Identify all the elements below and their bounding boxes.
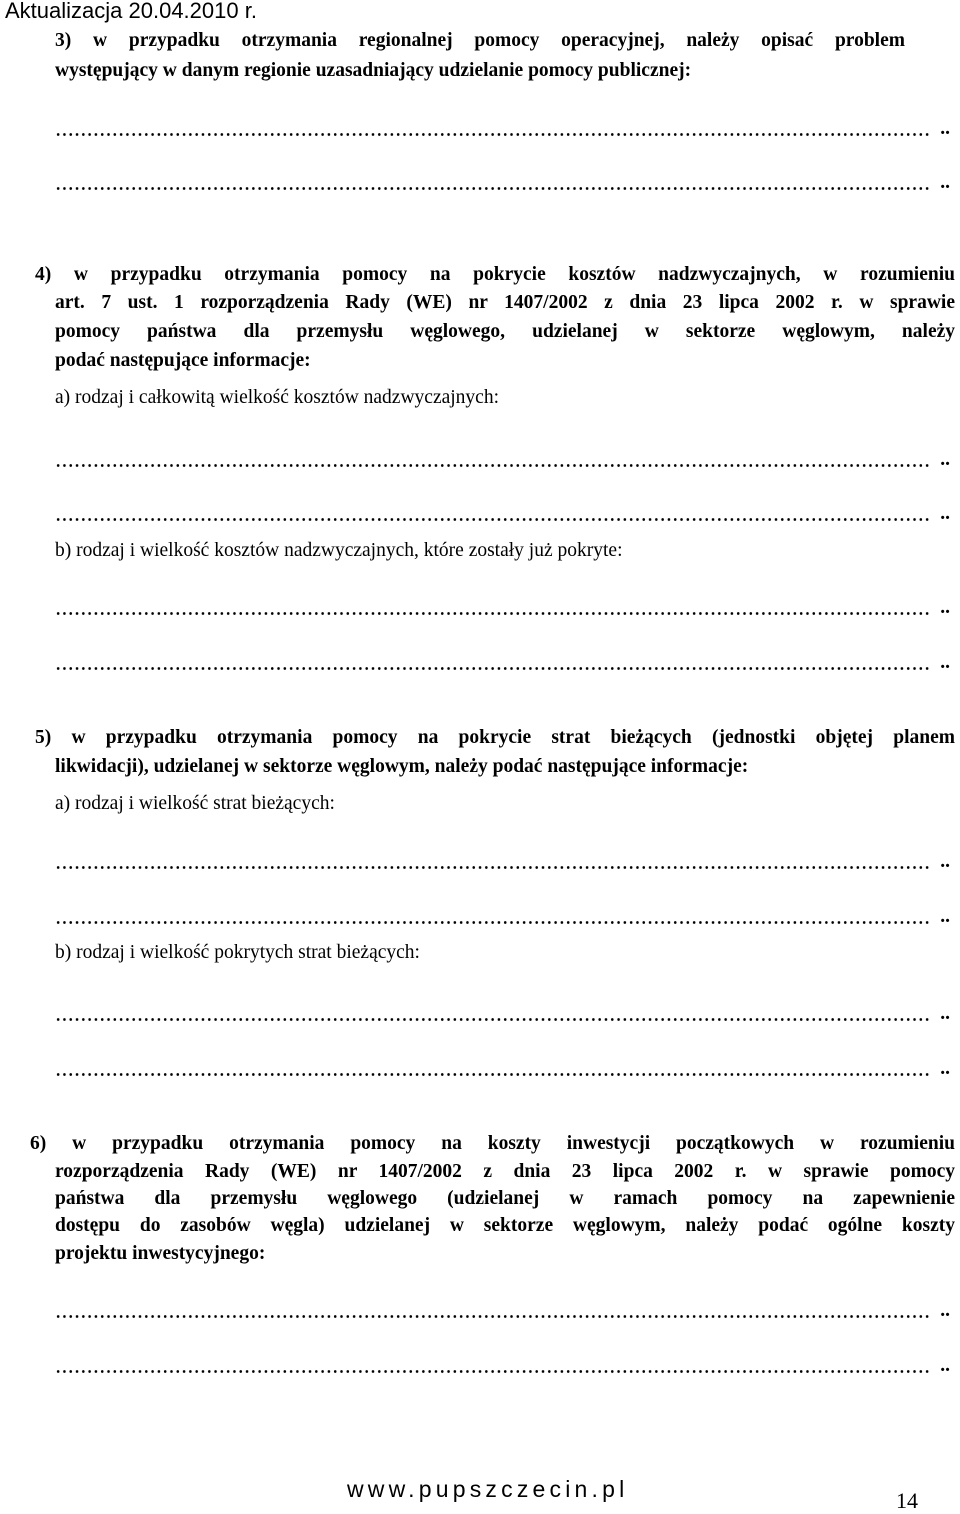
answer-field-line[interactable]: ..: [55, 172, 950, 194]
section-6-line-4: dostępu do zasobów węgla) udzielanej w sektorze węglowym, należy podać ogólne koszty: [55, 1215, 955, 1236]
section-5-line-1: 5) w przypadku otrzymania pomocy na pokrycie strat bieżących (jednostki objętej planem: [35, 727, 955, 748]
section-5-item-b: b) rodzaj i wielkość pokrytych strat bieżących:: [55, 942, 420, 963]
answer-field-line[interactable]: ..: [55, 1003, 950, 1025]
section-3-line-1: 3) w przypadku otrzymania regionalnej pomocy operacyjnej, należy opisać problem: [55, 30, 905, 51]
section-6-line-1: 6) w przypadku otrzymania pomocy na koszty inwestycji początkowych w rozumieniu: [30, 1133, 955, 1154]
section-5-item-a: a) rodzaj i wielkość strat bieżących:: [55, 793, 335, 814]
footer-website: www.pupszczecin.pl: [347, 1476, 629, 1502]
answer-field-line[interactable]: ..: [55, 1355, 950, 1377]
answer-field-line[interactable]: ..: [55, 597, 950, 619]
answer-field-line[interactable]: ..: [55, 1058, 950, 1080]
section-6-line-3: państwa dla przemysłu węglowego (udzielanej w ramach pomocy na zapewnienie: [55, 1188, 955, 1209]
answer-field-line[interactable]: ..: [55, 118, 950, 140]
answer-field-line[interactable]: ..: [55, 449, 950, 471]
section-6-line-2: rozporządzenia Rady (WE) nr 1407/2002 z dnia 23 lipca 2002 r. w sprawie pomocy: [55, 1161, 955, 1182]
answer-field-line[interactable]: ..: [55, 503, 950, 525]
page-number: 14: [896, 1488, 918, 1513]
section-5-line-2: likwidacji), udzielanej w sektorze węglowym, należy podać następujące informacje:: [55, 756, 749, 777]
section-4-item-b: b) rodzaj i wielkość kosztów nadzwyczajnych, które zostały już pokryte:: [55, 540, 623, 561]
section-4-line-2: art. 7 ust. 1 rozporządzenia Rady (WE) nr 1407/2002 z dnia 23 lipca 2002 r. w sprawie: [55, 292, 955, 313]
answer-field-line[interactable]: ..: [55, 906, 950, 928]
section-4-line-4: podać następujące informacje:: [55, 350, 311, 371]
section-4-line-3: pomocy państwa dla przemysłu węglowego, udzielanej w sektorze węglowym, należy: [55, 321, 955, 342]
answer-field-line[interactable]: ..: [55, 851, 950, 873]
update-date-header: Aktualizacja 20.04.2010 r.: [5, 0, 257, 23]
answer-field-line[interactable]: ..: [55, 652, 950, 674]
section-4-item-a: a) rodzaj i całkowitą wielkość kosztów nadzwyczajnych:: [55, 387, 499, 408]
answer-field-line[interactable]: ..: [55, 1300, 950, 1322]
section-3-line-2: występujący w danym regionie uzasadniający udzielanie pomocy publicznej:: [55, 60, 692, 81]
section-4-line-1: 4) w przypadku otrzymania pomocy na pokrycie kosztów nadzwyczajnych, w rozumieniu: [35, 264, 955, 285]
section-6-line-5: projektu inwestycyjnego:: [55, 1243, 266, 1264]
